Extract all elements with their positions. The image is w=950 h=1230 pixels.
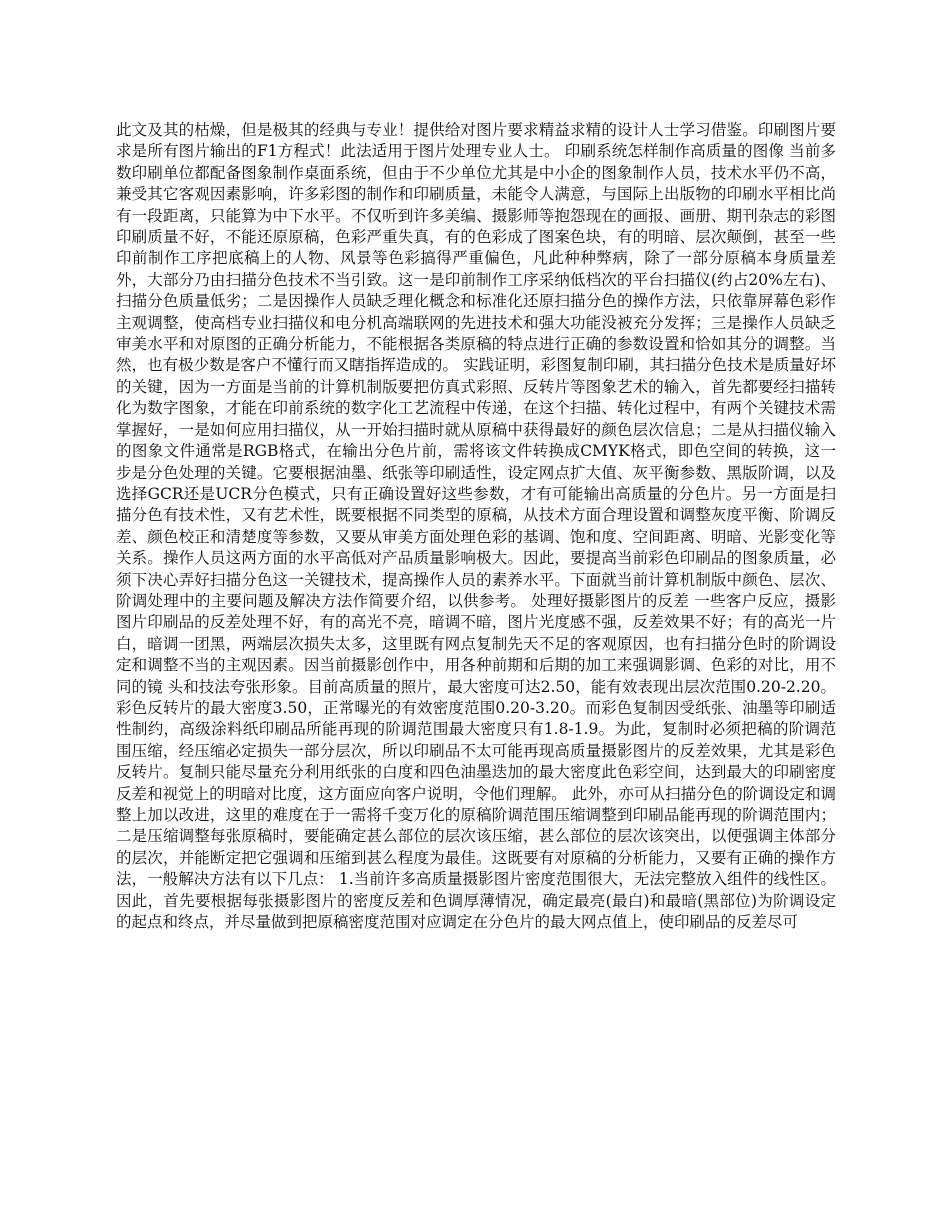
body-paragraph: 此文及其的枯燥，但是极其的经典与专业！提供给对图片要求精益求精的设计人士学习借鉴。印刷图片要求是所有图片输出的F1方程式！此法适用于图片处理专业人士。 印刷系统怎样制作高质量的图像 当前多数印刷单位都配备图象制作桌面系统，但由于不少单位尤其是中小企的图象制作人员，技术水平仍不高，兼受其它客观因素影响，许多彩图的制作和印刷质量，未能令人满意，与国际上出版物的印刷水平相比尚有一段距离，只能算为中下水平。不仅听到许多美编、摄影师等抱怨现在的画报、画册、期刊杂志的彩图印刷质量不好，不能还原原稿，色彩严重失真，有的色彩成了图案色块，有的明暗、层次颠倒，甚至一些印前制作工序把底稿上的人物、风景等色彩搞得严重偏色，凡此种种弊病，除了一部分原稿本身质量差外，大部分乃由扫描分色技术不当引致。这一是印前制作工序采纳低档次的平台扫描仪(约占20%左右)、扫描分色质量低劣；二是因操作人员缺乏理化概念和标准化还原扫描分色的操作方法，只依靠屏幕色彩作主观调整，使高档专业扫描仪和电分机高端联网的先进技术和强大功能没被充分发挥；三是操作人员缺乏审美水平和对原图的正确分析能力，不能根据各类原稿的特点进行正确的参数设置和恰如其分的调整。当然，也有极少数是客户不懂行而又瞎指挥造成的。 实践证明，彩图复制印刷，其扫描分色技术是质量好坏的关键，因为一方面是当前的计算机制版要把仿真式彩照、反转片等图象艺术的输入，首先都要经扫描转化为数字图象，才能在印前系统的数字化工艺流程中传递，在这个扫描、转化过程中，有两个关键技术需掌握好，一是如何应用扫描仪，从一开始扫描时就从原稿中获得最好的颜色层次信息；二是从扫描仪输入的图象文件通常是RGB格式，在输出分色片前，需将该文件转换成CMYK格式，即色空间的转换，这一步是分色处理的关键。它要根据油墨、纸张等印刷适性，设定网点扩大值、灰平衡参数、黑版阶调，以及选择GCR还是UCR分色模式，只有正确设置好这些参数，才有可能输出高质量的分色片。另一方面是扫描分色有技术性，又有艺术性，既要根据不同类型的原稿，从技术方面合理设置和调整灰度平衡、阶调反差、颜色校正和清楚度等参数，又要从审美方面处理色彩的基调、饱和度、空间距离、明暗、光影变化等关系。操作人员这两方面的水平高低对产品质量影响极大。因此，要提高当前彩色印刷品的图象质量，必须下决心弄好扫描分色这一关键技术，提高操作人员的素养水平。下面就当前计算机制版中颜色、层次、阶调处理中的主要问题及解决方法作简要介绍，以供参考。 处理好摄影图片的反差 一些客户反应，摄影图片印刷品的反差处理不好，有的高光不亮，暗调不暗，图片光度感不强，反差效果不好；有的高光一片白，暗调一团黑，两端层次损失太多，这里既有网点复制先天不足的客观原因，也有扫描分色时的阶调设定和调整不当的主观因素。因当前摄影创作中，用各种前期和后期的加工来强调影调、色彩的对比，用不同的镜 头和技法夸张形象。目前高质量的照片，最大密度可达2.50，能有效表现出层次范围0.20-2.20。彩色反转片的最大密度3.50，正常曝光的有效密度范围0.20-3.20。而彩色复制因受纸张、油墨等印刷适性制约，高级涂料纸印刷品所能再现的阶调范围最大密度只有1.8-1.9。为此，复制时必须把稿的阶调范围压缩，经压缩必定损失一部分层次，所以印刷品不太可能再现高质量摄影图片的反差效果，尤其是彩色反转片。复制只能尽量充分利用纸张的白度和四色油墨迭加的最大密度此色彩空间，达到最大的印刷密度反差和视觉上的明暗对比度，这方面应向客户说明，令他们理解。 此外，亦可从扫描分色的阶调设定和调整上加以改进，这里的难度在于一需将千变万化的原稿阶调范围压缩调整到印刷品能再现的阶调范围内；二是压缩调整每张原稿时，要能确定甚么部位的层次该压缩，甚么部位的层次该突出，以便强调主体部分的层次，并能断定把它强调和压缩到甚么程度为最佳。这既要有对原稿的分析能力，又要有正确的操作方法，一般解决方法有以下几点： 1.当前许多高质量摄影图片密度范围很大，无法完整放入组件的线性区。因此，首先要根据每张摄影图片的密度反差和色调厚薄情况，确定最亮(最白)和最暗(黑部位)为阶调设定的起点和终点，并尽量做到把原稿密度范围对应调定在分色片的最大网点值上，使印刷品的反差尽可 xyxy=(116,121,836,932)
